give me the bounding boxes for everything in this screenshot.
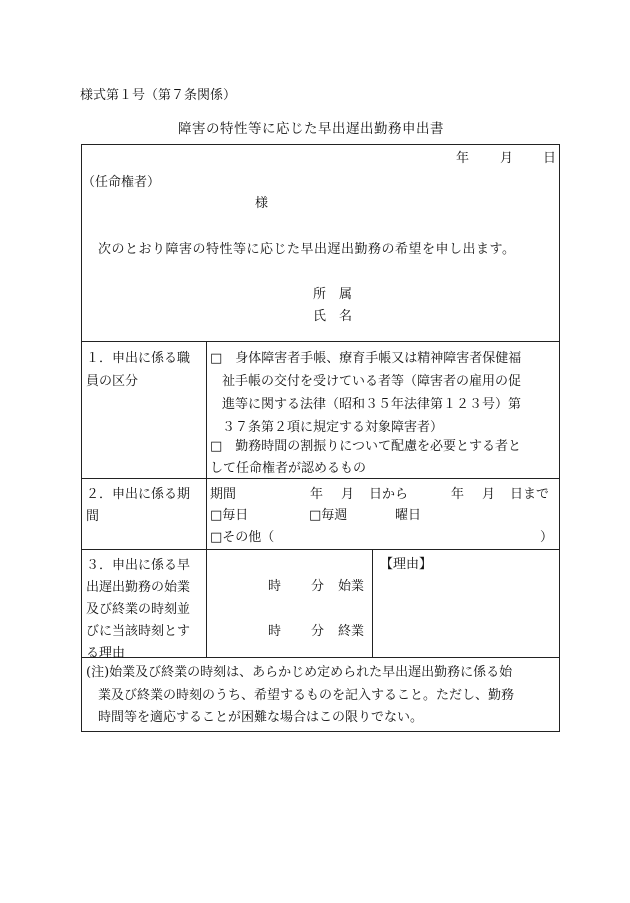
date-year-label: 年 <box>456 151 470 166</box>
section1-option1: 祉手帳の交付を受けている者等（障害者の雇用の促 <box>222 374 522 389</box>
appointer-label: （任命権者） <box>82 175 161 190</box>
note-text: 時間等を適応することが困難な場合はこの限りでない。 <box>98 710 424 725</box>
period-day-to: 日まで <box>510 487 550 502</box>
section3-label: る理由 <box>86 646 126 661</box>
date-month-label: 月 <box>500 151 514 166</box>
weekly-checkbox[interactable]: □毎週 <box>309 508 348 523</box>
column-divider <box>206 341 207 657</box>
section3-label: 出遅出勤務の始業 <box>86 580 191 595</box>
end-hour-label: 時 <box>268 624 282 639</box>
note-text: 業及び終業の時刻のうち、希望するものを記入すること。ただし、勤務 <box>98 688 515 703</box>
period-year-from: 年 <box>310 487 324 502</box>
section3-label: びに当該時刻とす <box>86 624 191 639</box>
section3-label: 及び終業の時刻並 <box>86 602 191 617</box>
start-hour-label: 時 <box>268 579 282 594</box>
section1-option2: □ 勤務時間の割振りについて配慮を必要とする者と <box>210 439 522 454</box>
period-label: 期間 <box>210 487 237 502</box>
name-label: 氏 名 <box>313 309 353 324</box>
end-time-label: 終業 <box>338 624 365 639</box>
other-checkbox[interactable]: □その他（ <box>210 530 275 545</box>
weekday-label: 曜日 <box>395 508 422 523</box>
start-minute-label: 分 <box>311 579 325 594</box>
document-title: 障害の特性等に応じた早出遅出勤務申出書 <box>178 121 444 137</box>
section1-option2: して任命権者が認めるもの <box>210 461 367 476</box>
daily-checkbox[interactable]: □毎日 <box>210 508 249 523</box>
row-divider <box>81 657 560 658</box>
other-close-paren: ） <box>540 530 554 545</box>
start-time-label: 始業 <box>338 579 365 594</box>
row-divider <box>81 478 560 479</box>
section1-option1: 進等に関する法律（昭和３５年法律第１２３号）第 <box>222 397 522 412</box>
form-table <box>81 144 560 732</box>
row-divider <box>81 341 560 342</box>
section1-label: 員の区分 <box>86 374 139 389</box>
period-month-to: 月 <box>482 487 496 502</box>
row-divider <box>81 549 560 550</box>
section2-label: ２．申出に係る期 <box>86 487 191 502</box>
date-day-label: 日 <box>543 151 557 166</box>
request-statement: 次のとおり障害の特性等に応じた早出遅出勤務の希望を申し出ます。 <box>98 242 516 257</box>
section1-option1: □ 身体障害者手帳、療育手帳又は精神障害者保健福 <box>210 351 522 366</box>
period-day-from: 日から <box>369 487 409 502</box>
form-number: 様式第１号（第７条関係） <box>80 88 237 103</box>
honorific-label: 様 <box>255 196 269 211</box>
section2-label: 間 <box>86 509 100 524</box>
section3-label: ３．申出に係る早 <box>86 558 191 573</box>
section1-option1: ３７条第２項に規定する対象障害者） <box>222 420 444 435</box>
section1-label: １．申出に係る職 <box>86 351 191 366</box>
note-text: (注)始業及び終業の時刻は、あらかじめ定められた早出遅出勤務に係る始 <box>86 665 513 680</box>
period-month-from: 月 <box>341 487 355 502</box>
affiliation-label: 所 属 <box>313 287 353 302</box>
period-year-to: 年 <box>451 487 465 502</box>
end-minute-label: 分 <box>311 624 325 639</box>
column-divider <box>372 549 373 657</box>
reason-label: 【理由】 <box>380 557 433 572</box>
